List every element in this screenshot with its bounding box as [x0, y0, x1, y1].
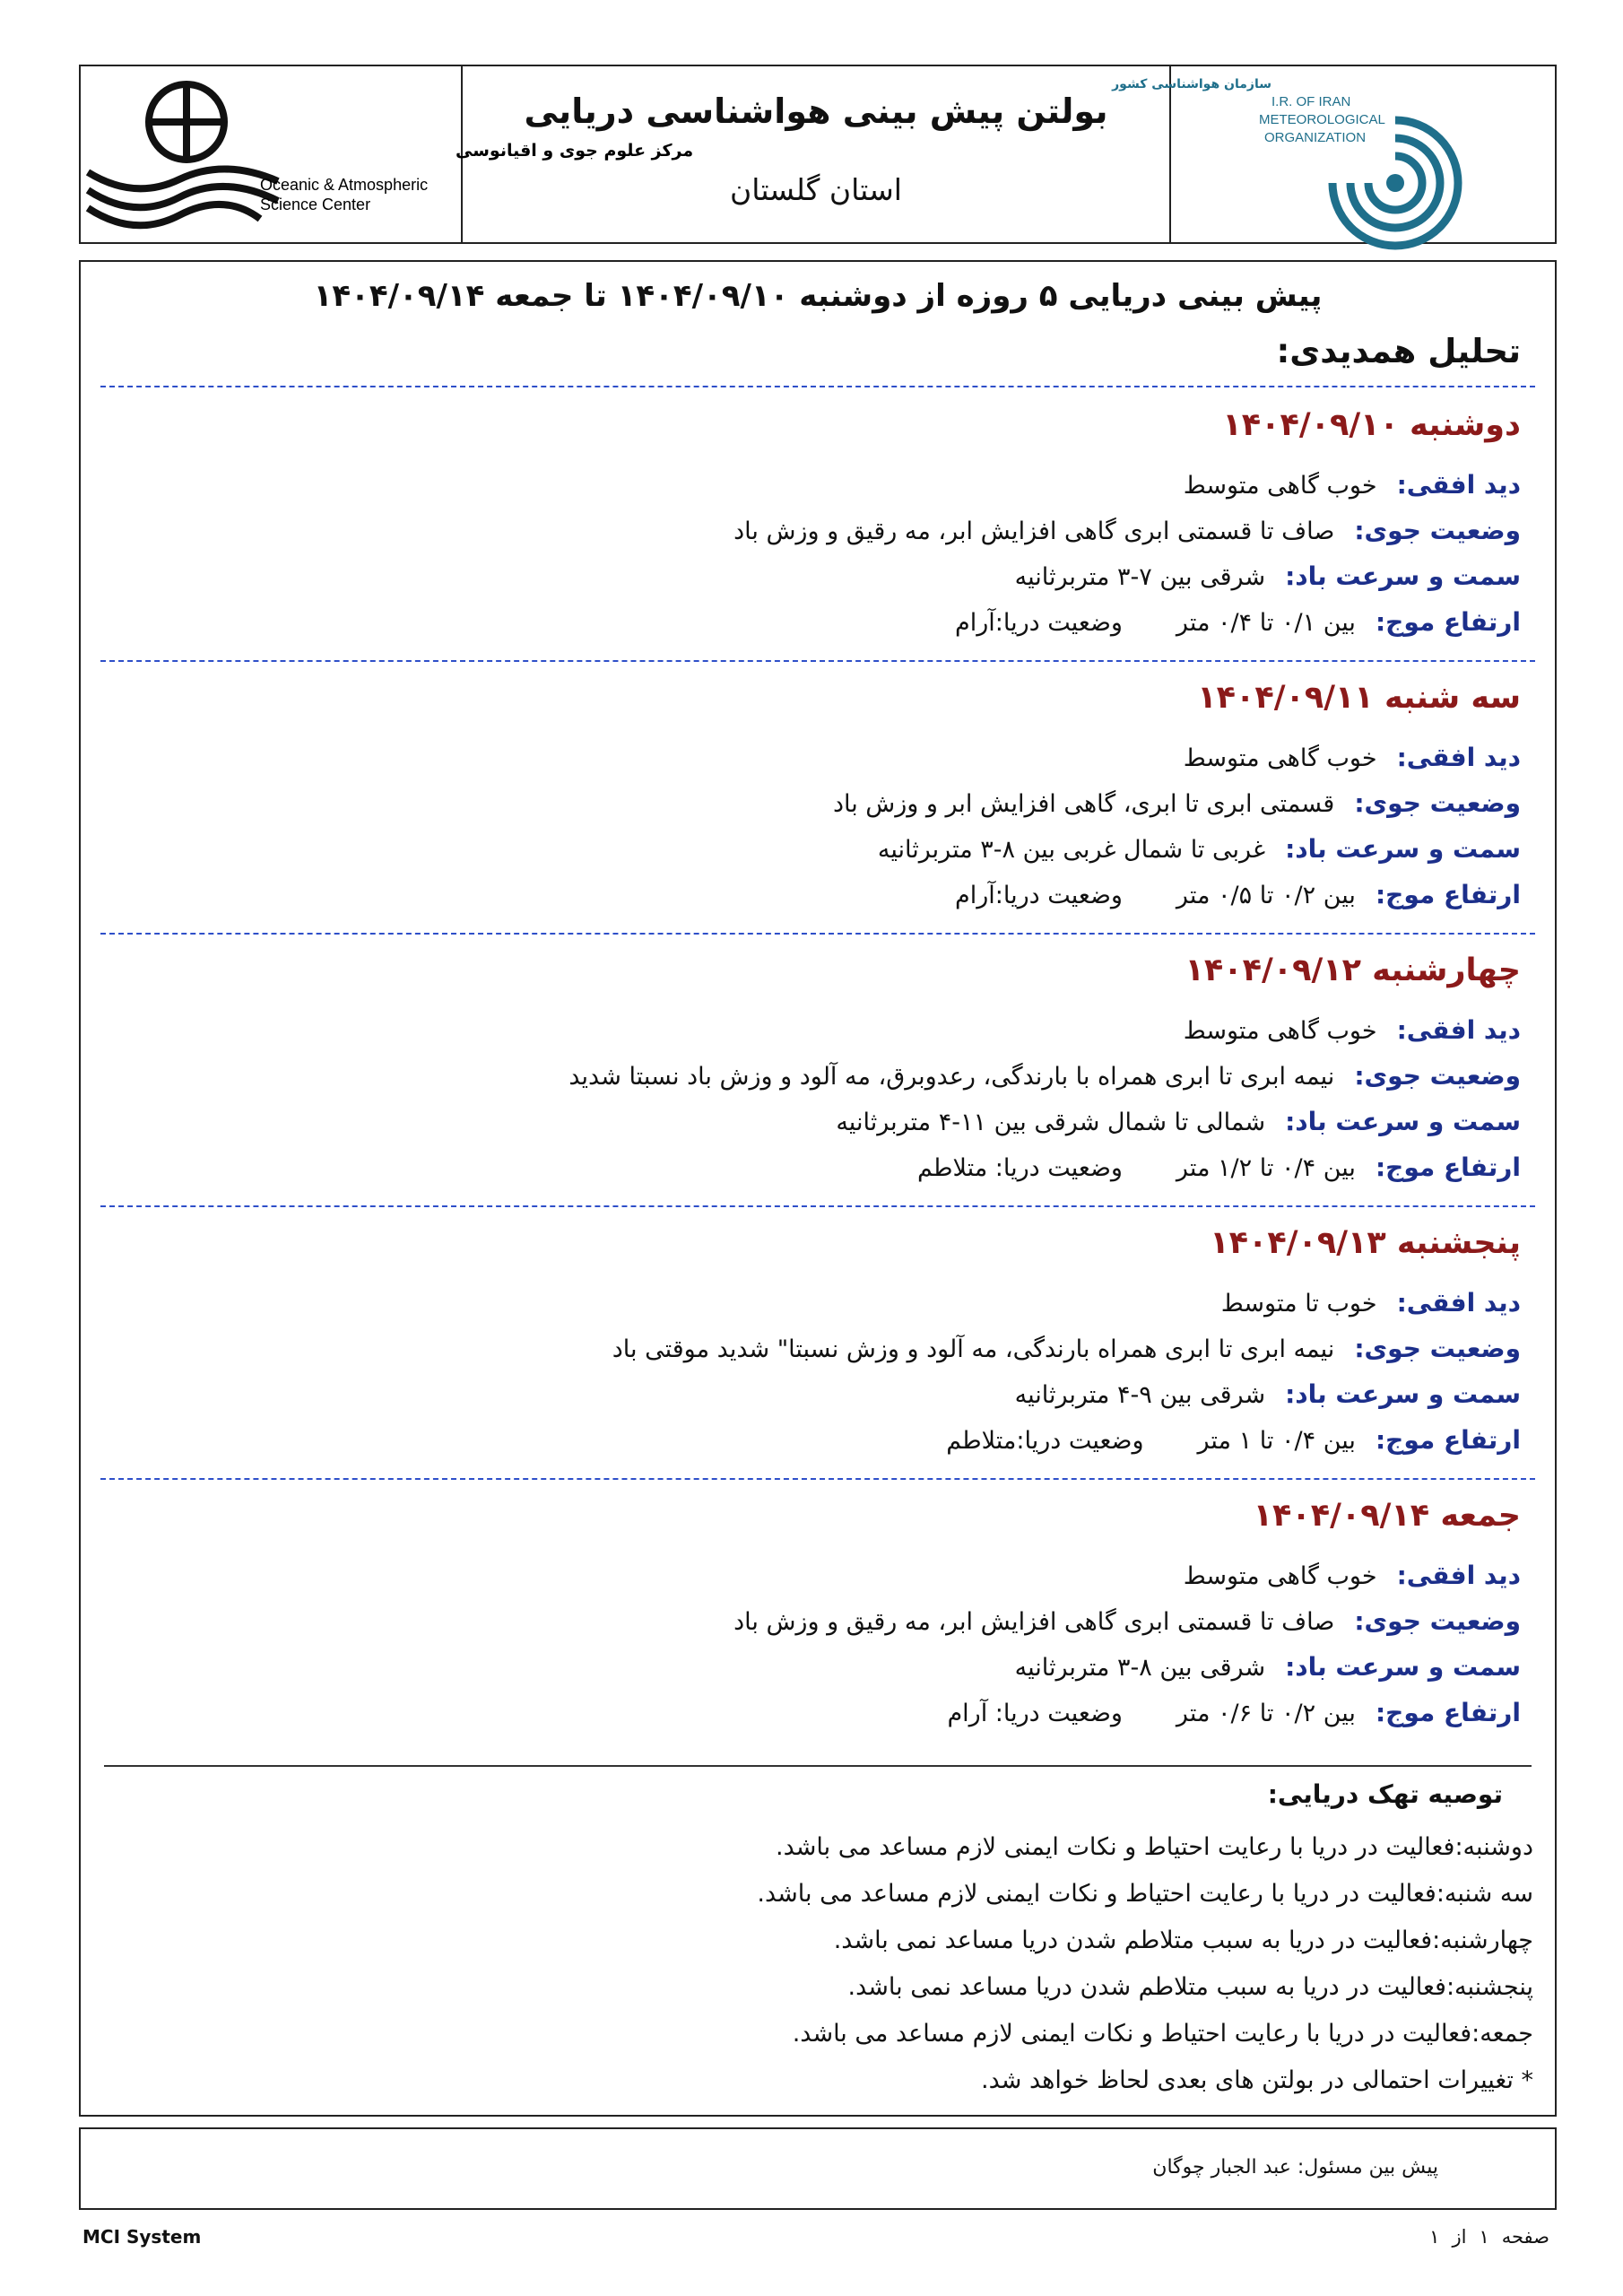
wave-label: ارتفاع موج: [1375, 607, 1521, 637]
forecast-box [79, 260, 1557, 2117]
day-title: جمعه ۱۴۰۴/۰۹/۱۴ [1253, 1498, 1521, 1534]
wave-row [955, 880, 1521, 909]
page-label: صفحه [1501, 2226, 1549, 2248]
meteorological-organization-logo [1112, 66, 1555, 242]
wave-label: ارتفاع موج: [1375, 1698, 1521, 1727]
wave-value: بین ۰/۴ تا ۱/۲ متر [1176, 1154, 1356, 1182]
wave-label: ارتفاع موج: [1375, 1152, 1521, 1182]
visibility-label: دید افقی: [1396, 470, 1521, 500]
svg-text:مرکز علوم جوی و اقیانوسی: مرکز علوم جوی و اقیانوسی [456, 141, 694, 161]
svg-text:METEOROLOGICAL: METEOROLOGICAL [1259, 112, 1385, 127]
province-name: استان گلستان [730, 172, 902, 207]
wind-row [836, 1107, 1521, 1136]
header-box [79, 65, 1557, 244]
page-current: ۱ [1479, 2226, 1489, 2248]
visibility-value: خوب گاهی متوسط [1183, 1562, 1377, 1590]
wind-row [878, 834, 1521, 864]
wind-label: سمت و سرعت باد: [1285, 1379, 1521, 1409]
day-title: چهارشنبه ۱۴۰۴/۰۹/۱۲ [1185, 952, 1521, 988]
weather-label: وضعیت جوی: [1354, 1061, 1521, 1091]
advice-line: جمعه:فعالیت در دریا با رعایت احتیاط و نکات ایمنی لازم مساعد می باشد. [792, 2020, 1533, 2048]
sea-state-value: وضعیت دریا:متلاطم [946, 1427, 1144, 1455]
wind-row [1015, 1652, 1521, 1682]
sea-state-value: وضعیت دریا: متلاطم [917, 1154, 1123, 1182]
forecaster-name: پیش بین مسئول: عبد الجبار چوگان [1152, 2156, 1438, 2179]
wind-value: غربی تا شمال غربی بین ۸-۳ متربرثانیه [877, 836, 1266, 864]
day-title: دوشنبه ۱۴۰۴/۰۹/۱۰ [1222, 407, 1521, 443]
wind-row [1015, 1379, 1521, 1409]
wind-value: شرقی بین ۷-۳ متربرثانیه [1014, 563, 1266, 591]
svg-text:Science Center: Science Center [260, 196, 371, 213]
wave-row [947, 1698, 1521, 1727]
wind-label: سمت و سرعت باد: [1285, 1652, 1521, 1682]
weather-row [568, 1061, 1521, 1091]
wave-row [955, 607, 1521, 637]
forecast-title: پیش بینی دریایی ۵ روزه از دوشنبه ۱۴۰۴/۰۹/۱۰ تا جمعه ۱۴۰۴/۰۹/۱۴ [313, 278, 1323, 314]
wave-value: بین ۰/۲ تا ۰/۵ متر [1176, 882, 1356, 909]
advice-line: چهارشنبه:فعالیت در دریا به سبب متلاطم شدن دریا مساعد نمی باشد. [833, 1926, 1533, 1954]
weather-label: وضعیت جوی: [1354, 1334, 1521, 1363]
divider [100, 386, 1535, 387]
wave-value: بین ۰/۱ تا ۰/۴ متر [1176, 609, 1356, 637]
visibility-label: دید افقی: [1396, 743, 1521, 772]
wave-label: ارتفاع موج: [1375, 880, 1521, 909]
wind-row [1015, 561, 1521, 591]
bulletin-title: بولتن پیش بینی هواشناسی دریایی [524, 91, 1108, 131]
advice-line: پنجشنبه:فعالیت در دریا به سبب متلاطم شدن دریا مساعد نمی باشد. [847, 1973, 1533, 2001]
weather-value: صاف تا قسمتی ابری گاهی افزایش ابر، مه رقیق و وزش باد [733, 517, 1335, 545]
svg-text:I.R. OF IRAN: I.R. OF IRAN [1271, 94, 1351, 109]
advice-note: * تغییرات احتمالی در بولتن های بعدی لحاظ خواهد شد. [981, 2066, 1533, 2094]
weather-row [733, 1606, 1521, 1636]
footer-box [79, 2127, 1557, 2210]
page-number [1417, 2226, 1549, 2248]
svg-text:سازمان هواشناسی کشور: سازمان هواشناسی کشور [1112, 77, 1271, 91]
wave-value: بین ۰/۴ تا ۱ متر [1197, 1427, 1356, 1455]
advice-divider [104, 1765, 1532, 1767]
weather-value: صاف تا قسمتی ابری گاهی افزایش ابر، مه رقیق و وزش باد [733, 1608, 1335, 1636]
visibility-label: دید افقی: [1396, 1015, 1521, 1045]
day-title: پنجشنبه ۱۴۰۴/۰۹/۱۳ [1210, 1225, 1521, 1261]
wind-value: شرقی بین ۸-۳ متربرثانیه [1014, 1654, 1266, 1682]
svg-text:Oceanic & Atmospheric: Oceanic & Atmospheric [260, 176, 429, 194]
wave-value: بین ۰/۲ تا ۰/۶ متر [1176, 1700, 1356, 1727]
svg-text:ORGANIZATION: ORGANIZATION [1264, 130, 1367, 145]
weather-value: نیمه ابری تا ابری همراه با بارندگی، رعدوبرق، مه آلود و وزش باد نسبتا شدید [568, 1063, 1335, 1091]
advice-line: سه شنبه:فعالیت در دریا با رعایت احتیاط و نکات ایمنی لازم مساعد می باشد. [757, 1880, 1533, 1908]
ocean-center-logo-icon [81, 66, 694, 242]
wave-label: ارتفاع موج: [1375, 1425, 1521, 1455]
sea-state-value: وضعیت دریا:آرام [955, 609, 1123, 637]
visibility-row [1184, 1015, 1521, 1045]
weather-label: وضعیت جوی: [1354, 788, 1521, 818]
visibility-row [1184, 743, 1521, 772]
weather-label: وضعیت جوی: [1354, 516, 1521, 545]
visibility-value: خوب گاهی متوسط [1183, 472, 1377, 500]
divider [100, 1205, 1535, 1207]
visibility-label: دید افقی: [1396, 1561, 1521, 1590]
sea-state-value: وضعیت دریا:آرام [955, 882, 1123, 909]
wind-value: شمالی تا شمال شرقی بین ۱۱-۴ متربرثانیه [836, 1109, 1266, 1136]
divider [100, 660, 1535, 662]
wind-label: سمت و سرعت باد: [1285, 1107, 1521, 1136]
divider [100, 1478, 1535, 1480]
advice-line: دوشنبه:فعالیت در دریا با رعایت احتیاط و نکات ایمنی لازم مساعد می باشد. [776, 1833, 1533, 1861]
wind-value: شرقی بین ۹-۴ متربرثانیه [1014, 1381, 1266, 1409]
weather-row [833, 788, 1521, 818]
page-total: ۱ [1429, 2226, 1440, 2248]
day-title: سه شنبه ۱۴۰۴/۰۹/۱۱ [1197, 680, 1521, 716]
wind-label: سمت و سرعت باد: [1285, 561, 1521, 591]
wave-row [946, 1425, 1521, 1455]
weather-row [612, 1334, 1521, 1363]
visibility-value: خوب گاهی متوسط [1183, 1017, 1377, 1045]
page-of: از [1452, 2226, 1467, 2248]
advice-title: توصیه تهک دریایی: [1267, 1779, 1503, 1809]
sea-state-value: وضعیت دریا: آرام [947, 1700, 1123, 1727]
visibility-row [1184, 1561, 1521, 1590]
divider [100, 933, 1535, 935]
weather-value: قسمتی ابری تا ابری، گاهی افزایش ابر و وزش باد [832, 790, 1335, 818]
ocean-atmosphere-center-logo [81, 66, 694, 242]
weather-row [733, 516, 1521, 545]
irimo-logo-icon [1112, 66, 1553, 242]
visibility-value: خوب گاهی متوسط [1183, 744, 1377, 772]
synoptic-analysis-label: تحلیل همدیدی: [1276, 332, 1521, 370]
visibility-row [1221, 1288, 1521, 1318]
system-name: MCI System [82, 2226, 202, 2248]
weather-label: وضعیت جوی: [1354, 1606, 1521, 1636]
wind-label: سمت و سرعت باد: [1285, 834, 1521, 864]
visibility-label: دید افقی: [1396, 1288, 1521, 1318]
visibility-value: خوب تا متوسط [1220, 1290, 1377, 1318]
wave-row [917, 1152, 1521, 1182]
weather-value: نیمه ابری تا ابری همراه بارندگی، مه آلود و وزش نسبتا" شدید موقتی باد [612, 1335, 1335, 1363]
visibility-row [1184, 470, 1521, 500]
